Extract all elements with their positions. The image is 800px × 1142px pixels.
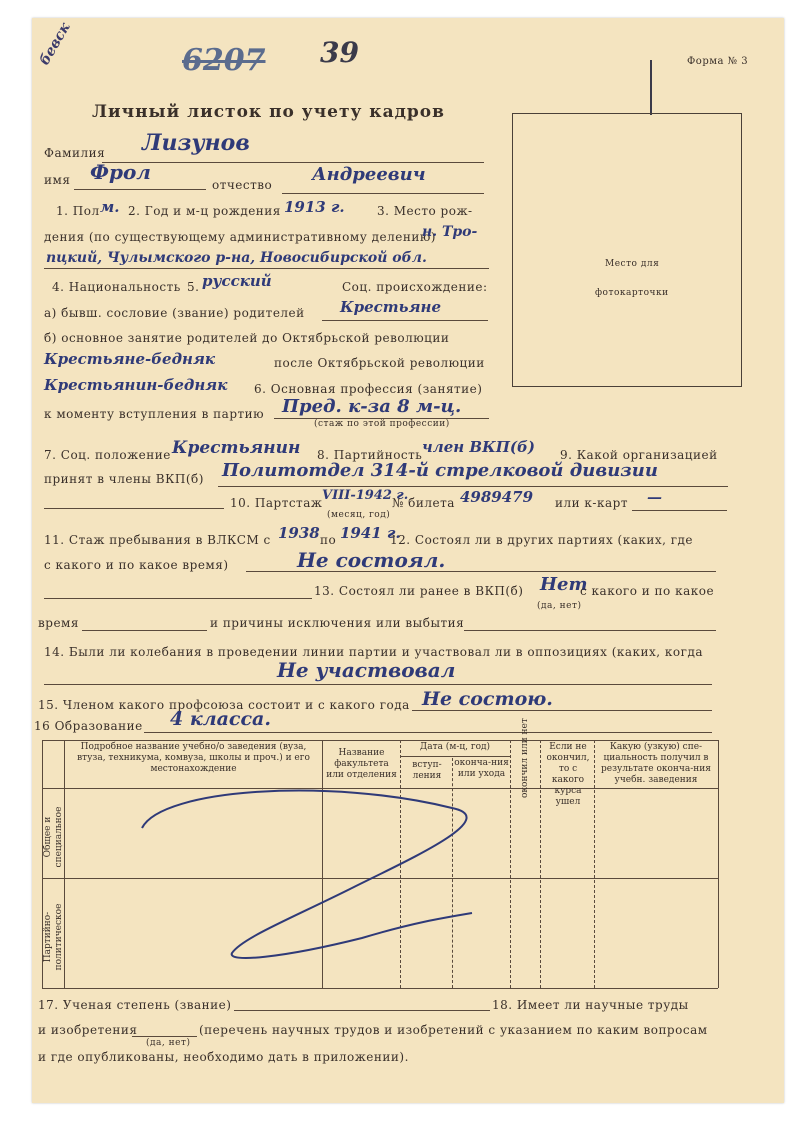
- q7-label: 7. Соц. положение: [44, 448, 171, 462]
- personnel-record-sheet: [32, 18, 784, 1103]
- nationality-value: русский: [202, 272, 272, 290]
- q5-label: 5.: [187, 280, 200, 294]
- row-political: Партийно-политическое: [43, 903, 64, 971]
- q17-label: 17. Ученая степень (звание): [38, 998, 232, 1012]
- birthplace-value-2: пцкий, Чулымского р-на, Новосибирской обл.: [46, 250, 427, 266]
- q6-label-2: к моменту вступления в партию: [44, 407, 265, 421]
- page-title: Личный листок по учету кадров: [92, 102, 445, 122]
- q10-date-hint: (месяц, год): [327, 510, 391, 520]
- organization-value: Политотдел 314-й стрелковой дивизии: [222, 460, 658, 481]
- q14-label: 14. Были ли колебания в проведении линии партии и участвовал ли в оппозициях (каких, когда: [44, 645, 703, 659]
- q13-label: 13. Состоял ли ранее в ВКП(б): [314, 584, 524, 598]
- patronymic-value: Андреевич: [312, 164, 426, 185]
- q13-reason-label: и причины исключения или выбытия: [210, 616, 465, 630]
- q4-label: 4. Национальность: [52, 280, 181, 294]
- photo-label-2: фотокарточки: [595, 288, 669, 298]
- q1-label: 1. Пол: [56, 204, 100, 218]
- komsomol-to-value: 1941 г.: [340, 524, 401, 542]
- photo-label-1: Место для: [605, 259, 660, 269]
- birthplace-value-1: н. Тро-: [422, 224, 478, 240]
- profession-value: Пред. к-за 8 м-ц.: [282, 396, 462, 417]
- surname-label: Фамилия: [44, 146, 106, 160]
- education-value: 4 класса.: [170, 708, 271, 730]
- row-general: Общее и специальное: [43, 806, 64, 868]
- th-institution: Подробное название учебно/о заведения (вуза, втуза, техникума, комвуза, школы и проч.) и его местонахождение: [77, 742, 310, 774]
- komsomol-from-value: 1938: [278, 524, 320, 542]
- th-finished: окончил или нет: [520, 718, 530, 798]
- q13-period-label: с какого и по какое: [580, 584, 715, 598]
- q8-label: 8. Партийность: [317, 448, 423, 462]
- q9-label-2: принят в члены ВКП(б): [44, 472, 204, 486]
- estate-value: Крестьяне: [340, 298, 441, 316]
- form-number: Форма № 3: [687, 56, 749, 67]
- photo-placeholder: [512, 113, 742, 387]
- birth-value: 1913 г.: [284, 198, 345, 216]
- th-end: оконча-ния или ухода: [454, 758, 509, 779]
- social-value: Крестьянин: [172, 438, 301, 458]
- q10-kkart-label: или к-карт: [555, 496, 628, 510]
- q5a-label: а) бывш. сословие (звание) родителей: [44, 306, 305, 320]
- patronymic-label: отчество: [212, 178, 273, 192]
- q13-time-label: время: [38, 616, 79, 630]
- q2-label: 2. Год и м-ц рождения: [128, 204, 281, 218]
- q6-experience-hint: (стаж по этой профессии): [314, 419, 450, 429]
- q10-label: 10. Партстаж: [230, 496, 323, 510]
- th-specialty: Какую (узкую) спе-циальность получил в результате оконча-ния учебн. заведения: [601, 742, 711, 785]
- card-number-value: 4989479: [460, 488, 534, 506]
- q5c-label: после Октябрьской революции: [274, 356, 485, 370]
- occupation-before-value: Крестьяне-бедняк: [44, 350, 216, 368]
- q18-list-label: (перечень научных трудов и изобретений с указанием по каким вопросам: [199, 1023, 708, 1037]
- q11-to-label: по: [320, 533, 337, 547]
- name-label: имя: [44, 173, 71, 187]
- q9-label: 9. Какой организацией: [560, 448, 718, 462]
- q12-label: 12. Состоял ли в других партиях (каких, где: [390, 533, 694, 547]
- sex-value: м.: [100, 198, 120, 216]
- q5-social-origin: Соц. происхождение:: [342, 280, 488, 294]
- bracket-mark: [650, 60, 652, 115]
- occupation-after-value: Крестьянин-бедняк: [44, 376, 228, 394]
- q18-label-2: и изобретения: [38, 1023, 138, 1037]
- th-entry: вступ-ления: [412, 760, 442, 781]
- q3-label-2: дения (по существующему административному делению): [44, 230, 436, 244]
- archive-number: 39: [320, 36, 359, 69]
- q18-yesno-hint: (да, нет): [146, 1038, 191, 1048]
- earlier-vkp-value: Нет: [540, 574, 588, 595]
- th-faculty: Название факультета или отделения: [326, 748, 397, 780]
- q13-yesno-hint: (да, нет): [537, 601, 582, 611]
- corner-archive-mark: бевск: [36, 19, 74, 69]
- kkart-value: —: [647, 488, 662, 506]
- surname-value: Лизунов: [142, 130, 250, 156]
- party-value: член ВКП(б): [422, 438, 535, 456]
- q5b-label: б) основное занятие родителей до Октябрьской революции: [44, 331, 450, 345]
- q15-label: 15. Членом какого профсоюза состоит и с какого года: [38, 698, 410, 712]
- q18-list-label-2: и где опубликованы, необходимо дать в приложении).: [38, 1050, 409, 1064]
- union-value: Не состою.: [422, 688, 553, 710]
- th-course: Если не окончил, то с какого курса ушел: [546, 742, 590, 807]
- q11-label: 11. Стаж пребывания в ВЛКСМ с: [44, 533, 271, 547]
- q16-label: 16 Образование: [34, 719, 143, 733]
- name-value: Фрол: [90, 160, 151, 184]
- q18-label: 18. Имеет ли научные труды: [492, 998, 689, 1012]
- deviations-value: Не участвовал: [277, 658, 456, 682]
- struck-archive-number: 6207: [182, 43, 266, 78]
- q10-card-label: № билета: [392, 496, 455, 510]
- partstazh-value: VIII-1942 г.: [322, 488, 409, 503]
- th-dates: Дата (м-ц, год): [419, 742, 491, 752]
- other-parties-value: Не состоял.: [297, 548, 446, 572]
- q12-label-2: с какого и по какое время): [44, 558, 229, 572]
- q6-label: 6. Основная профессия (занятие): [254, 382, 483, 396]
- q3-label: 3. Место рож-: [377, 204, 473, 218]
